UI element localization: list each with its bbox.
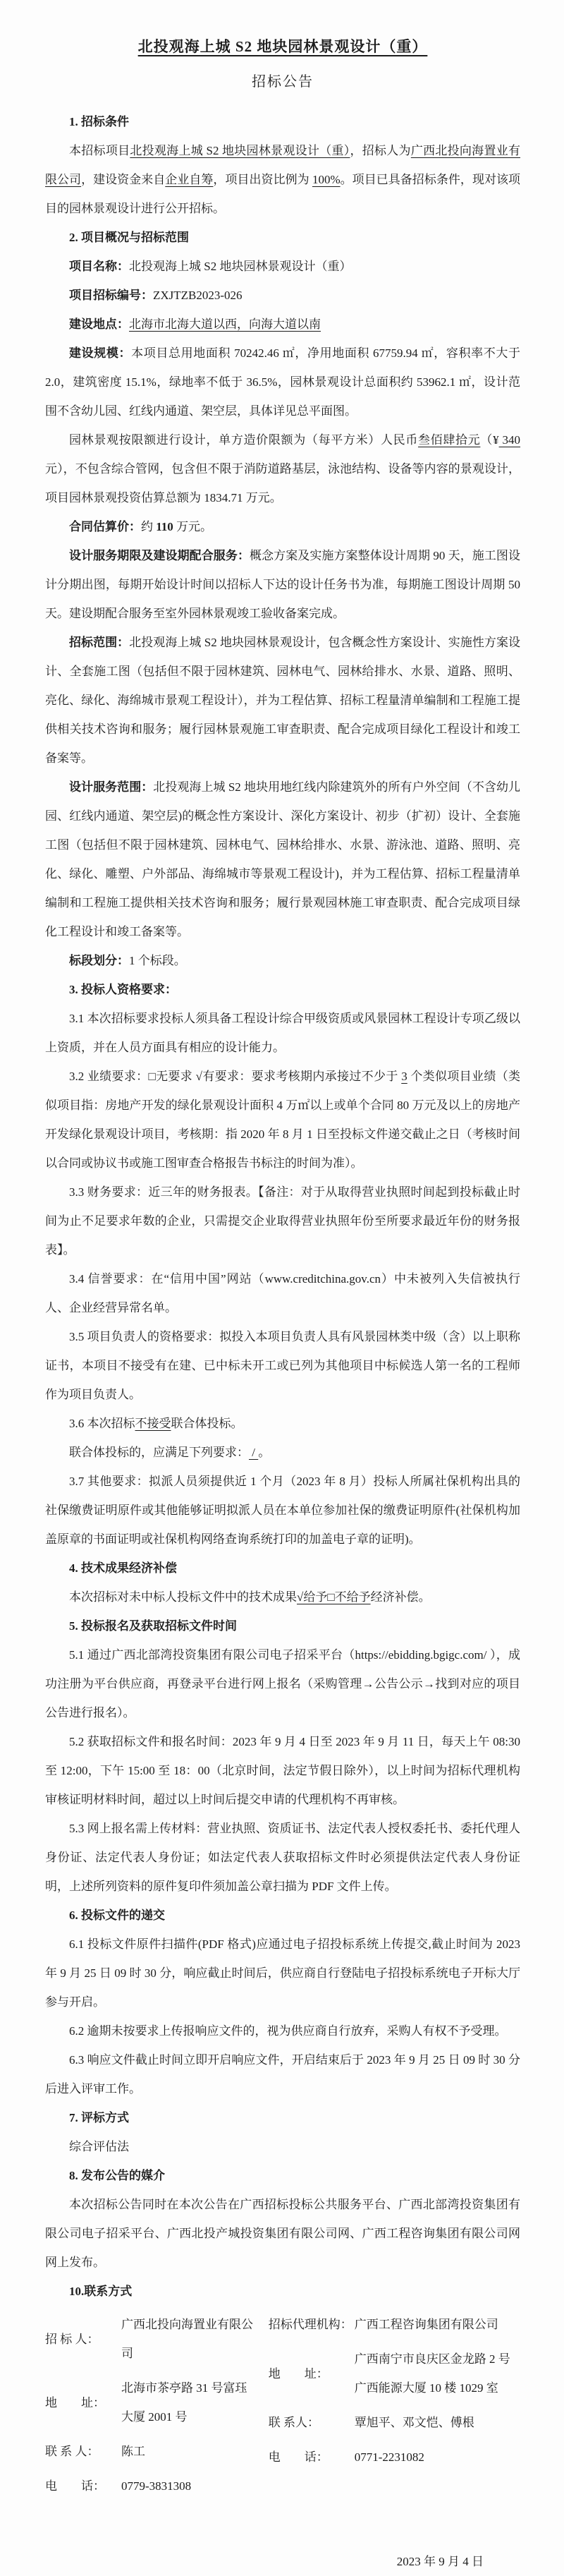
text: 3.1 本次招标要求投标人须具备工程设计综合甲级资质或风景园林工程设计专项乙级以上资质，并在人员方面具有相应的设计能力。 [45,1012,520,1054]
section-heading: 4. 技术成果经济补偿 [69,1561,177,1575]
paragraph [45,339,520,425]
text: 5.1 通过广西北部湾投资集团有限公司电子招采平台（https://ebidding.bgigc.com/ ），成功注册为平台供应商，再登录平台进行网上报名（采购管理→公告公示→找到对应的项目公告进行报名）。 [45,1648,520,1719]
text: 综合评估法 [69,2140,129,2153]
text: 6.3 响应文件截止时间立即开启响应文件，开启结束后于 2023 年 9 月 25 日 09 时 30 分后进入评审工作。 [45,2053,520,2096]
paragraph [45,1409,520,1438]
text: 3.6 本次招标 [69,1417,135,1430]
text: 联合体投标的，应满足下列要求： [69,1446,249,1459]
contact-value: 广西北投向海置业有限公司 [121,2318,253,2360]
bold-label: 设计服务期限及建设期配合服务： [69,549,250,562]
text: 3.4 信誉要求：在“信用中国”网站（www.creditchina.gov.cn）中未被列入失信被执行人、企业经营异常名单。 [45,1272,520,1314]
contact-column-tenderee [45,2310,269,2506]
text: 3.3 财务要求：近三年的财务报表。【备注：对于从取得营业执照时间起到投标截止时间为止不足要求年数的企业，只需提交企业取得营业执照年份至所要求最近年份的财务报表】。 [45,1185,520,1257]
section-heading: 1. 招标条件 [69,115,129,128]
contact-label: 联 系人： [268,2416,320,2429]
text: ，招标人为 [350,144,411,157]
underlined-text: 广西北投向海置业有限公司 [45,144,520,186]
bold-label: 招标范围： [69,636,130,649]
contact-value: 0771-2231082 [354,2450,424,2464]
paragraph [45,310,520,339]
paragraph [45,2016,520,2045]
text: 5.3 网上报名需上传材料：营业执照、资质证书、法定代表人授权委托书、委托代理人身份证、法定代表人身份证；如法定代表人获取招标文件时必须提供法定代表人身份证明，上述所列资料的原件复印件须加盖公章扫描为 PDF 文件上传。 [45,1822,520,1893]
text: ，建设资金来自 [81,173,166,186]
text: 。项目已具备招标条件，现对该项目的园林景观设计进行公开招标。 [45,173,521,215]
paragraph [45,541,520,628]
text: 6.1 投标文件原件扫描件(PDF 格式)应通过电子招投标系统上传提交,截止时间为 2023 年 9 月 25 日 09 时 30 分，响应截止时间后，供应商自行登陆电子招投标系统电子开标大厅参与开启。 [45,1937,520,2009]
paragraph [45,1467,520,1554]
section-heading: 6. 投标文件的递交 [69,1909,165,1922]
paragraph [45,281,520,310]
section-heading: 10.联系方式 [69,2285,133,2298]
contact-label: 地 址： [45,2395,105,2409]
paragraph [45,136,520,223]
underlined-text: 340 [498,433,521,447]
text: 3.2 业绩要求：□无要求 √有要求：要求考核期内承接过不少于 [69,1070,402,1083]
bold-label: 110 [156,520,173,533]
paragraph [45,512,520,541]
paragraph [45,2045,520,2103]
section-heading: 5. 投标报名及获取招标文件时间 [69,1619,237,1633]
text: 。 [258,1446,271,1459]
text: 5.2 获取招标文件和报名时间：2023 年 9 月 4 日至 2023 年 9 月 11 日，每天上午 08:30 至 12:00，下午 15:00 至 18：00（北京时间，法定节假日除外），以上时间为招标代理机构审核证明材料时间，超过以上时间后提交申请的代理机构不再审核。 [45,1735,520,1806]
paragraph [45,1264,520,1322]
text: 概念方案及实施方案整体设计周期 90 天，施工图设计分期出图，每期开始设计时间以招标人下达的设计任务书为准，每期施工图设计周期 50 天。建设期配合服务至室外园林景观竣工验收备案完成。 [45,549,521,620]
contact-row [45,2310,259,2368]
bold-label: 合同估算价： [69,520,141,533]
paragraph [45,1814,520,1901]
text: ZXJTZB2023-026 [153,289,243,302]
text: 本次招标对未中标人投标文件中的技术成果 [69,1590,297,1604]
text: 联合体投标。 [171,1417,243,1430]
underlined-text: / [249,1446,259,1459]
underlined-text: 不接受 [135,1417,171,1430]
underlined-text: 企业自筹 [165,173,214,186]
section-heading: 7. 评标方式 [69,2111,129,2124]
paragraph [45,2132,520,2161]
paragraph [45,628,520,773]
paragraph [45,1640,520,1727]
underlined-text: 北海市北海大道以西，向海大道以南 [129,318,321,331]
underlined-text: 100% [312,173,341,186]
text: 北投观海上城 S2 地块园林景观设计（重） [129,260,352,273]
section-heading: 8. 发布公告的媒介 [69,2169,165,2182]
paragraph [45,252,520,281]
paragraph [45,425,520,512]
bold-label: 建设规模： [69,346,132,360]
text: ，项目出资比例为 [213,173,312,186]
contact-label: 电 话： [45,2479,105,2493]
contact-row [269,2408,520,2437]
paragraph [45,1930,520,2016]
contact-label: 招 标 人： [45,2332,99,2346]
contact-value: 广西工程咨询集团有限公司 [354,2318,498,2331]
paragraph [45,2190,520,2277]
paragraph [45,1727,520,1814]
contact-row [269,2310,520,2339]
contact-column-agency [269,2310,520,2506]
underlined-text: √给予□不给予 [297,1590,371,1604]
text: （¥ [480,433,499,447]
contact-value: 广西南宁市良庆区金龙路 2 号广西能源大厦 10 楼 1029 室 [354,2352,510,2395]
text: 个类似项目业绩（类似项目指：房地产开发的绿化景观设计面积 4 万㎡以上或单个合同 80 万元及以上的房地产开发绿化景观设计项目，考核期：指 2020 年 8 月 1 日至投标文件递交截止之日（考核时间以合同或协议书或施工图审查合格报告书标注的时间为准）。 [45,1070,520,1170]
contact-row [269,2345,520,2402]
section-heading: 2. 项目概况与招标范围 [69,231,189,244]
paragraph [45,773,520,946]
contact-section [45,2310,520,2506]
contact-label: 联 系 人： [45,2445,99,2458]
underlined-text: 叁佰肆拾元 [418,433,481,447]
text: 北投观海上城 S2 地块用地红线内除建筑外的所有户外空间（不含幼儿园、红线内通道、架空层)的概念性方案设计、深化方案设计、初步（扩初）设计、全套施工图（包括但不限于园林建筑、园林电气、园林给排水、水景、游泳池、道路、照明、亮化、绿化、雕塑、户外部品、海绵城市等景观工程设计)，并为工程估算、招标工程量清单编制和工程施工提供相关技术咨询和服务；履行景观园林施工审查职责、配合完成项目绿化工程设计和竣工备案等。 [45,780,520,938]
document-body [45,107,520,2306]
contact-value: 陈工 [121,2445,145,2458]
contact-value: 0779-3831308 [121,2479,192,2493]
paragraph [45,1004,520,1062]
document-subtitle: 招标公告 [252,74,314,90]
paragraph [45,946,520,975]
text: 万元。 [173,520,213,533]
text: 北投观海上城 S2 地块园林景观设计，包含概念性方案设计、实施性方案设计、全套施工图（包括但不限于园林建筑、园林电气、园林给排水、水景、道路、照明、亮化、绿化、海绵城市景观工程设计），并为工程估算、招标工程量清单编制和工程施工提供相关技术咨询和服务；履行园林景观施工审查职责、配合完成项目绿化工程设计和竣工备案等。 [45,636,521,765]
text: 1 个标段。 [129,954,186,967]
text: 经济补偿。 [370,1590,431,1604]
contact-label: 地 址： [268,2366,329,2381]
text: 3.5 项目负责人的资格要求：拟投入本项目负责人具有风景园林类中级（含）以上职称证书，本项目不接受有在建、已中标未开工或已列为其他项目中标候选人第一名的工程师作为项目负责人。 [45,1330,520,1401]
underlined-text: 北投观海上城 S2 地块园林景观设计（重） [130,144,350,157]
text: 本次招标公告同时在本次公告在广西招标投标公共服务平台、广西北部湾投资集团有限公司电子招采平台、广西北投产城投资集团有限公司网、广西工程咨询集团有限公司网网上发布。 [45,2198,520,2269]
text: 3.7 其他要求：拟派人员须提供近 1 个月（2023 年 8 月）投标人所属社保机构出具的社保缴费证明原件或其他能够证明拟派人员在本单位参加社保的缴费证明原件(社保机构加盖原章的书面证明或社保机构网络查询系统打印的加盖电子章的证明)。 [45,1475,520,1546]
bold-label: 标段划分： [69,954,129,967]
contact-value: 覃旭平、邓文恺、傅根 [354,2416,474,2429]
bold-label: 设计服务范围： [69,780,154,794]
bold-label: 项目名称： [69,260,129,273]
text: 本项目总用地面积 70242.46 ㎡，净用地面积 67759.94 ㎡，容积率不大于 2.0，建筑密度 15.1%，绿地率不低于 36.5%，园林景观设计总面积约 53962.1 ㎡，设计范围不含幼儿园、红线内通道、架空层，具体详见总平面图。 [45,346,521,418]
paragraph [45,1062,520,1178]
contact-row [45,2374,259,2431]
paragraph [45,1438,520,1467]
paragraph [45,1178,520,1264]
document-title: 北投观海上城 S2 地块园林景观设计（重） [137,38,428,55]
contact-label: 电 话： [268,2450,329,2464]
contact-label: 招标代理机构： [268,2318,352,2331]
contact-value: 北海市茶亭路 31 号富珏大厦 2001 号 [121,2381,247,2424]
text: 本招标项目 [69,144,130,157]
contact-row [45,2472,259,2501]
paragraph [45,1322,520,1409]
text: 园林景观按限额进行设计，单方造价限额为（每平方米）人民币 [69,433,418,447]
bold-label: 建设地点： [69,318,129,331]
text: 约 [141,520,157,533]
contact-row [45,2437,259,2466]
text: 元），不包含综合管网，包含但不限于消防道路基层，泳池结构、设备等内容的景观设计，项目园林景观投资估算总额为 1834.71 万元。 [45,462,520,504]
publish-date: 2023 年 9 月 4 日 [396,2555,484,2568]
contact-row [269,2443,520,2472]
text: 6.2 逾期未按要求上传报响应文件的，视为供应商自行放弃，采购人有权不予受理。 [69,2024,507,2038]
bold-label: 项目招标编号： [69,289,153,302]
paragraph [45,1583,520,1611]
section-heading: 3. 投标人资格要求： [69,983,177,996]
underlined-text: 3 [401,1070,407,1083]
